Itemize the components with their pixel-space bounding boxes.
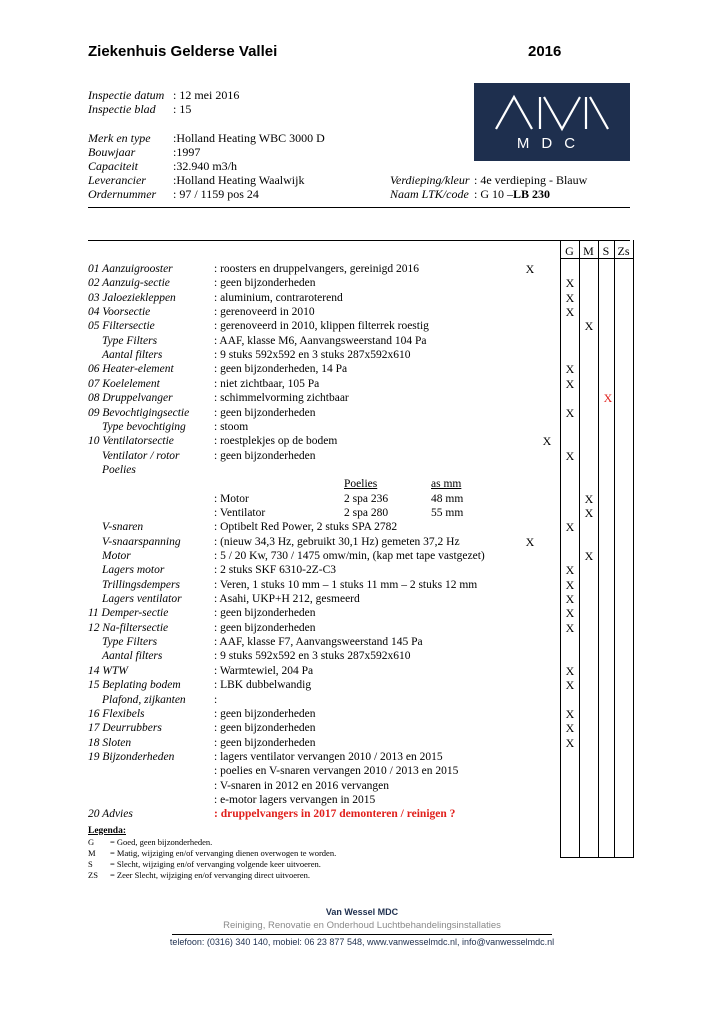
row-label: 10 Ventilatorsectie: [88, 435, 174, 448]
unit-info-label: Bouwjaar: [88, 145, 136, 159]
row-label: 03 Jaloeziekleppen: [88, 291, 176, 304]
row-value: : AAF, klasse F7, Aanvangsweerstand 145 Pa: [214, 636, 423, 649]
row-label: 19 Bijzonderheden: [88, 750, 175, 763]
legend-item: [88, 848, 336, 859]
rating-mark: X: [603, 391, 613, 406]
row-value: : 2 stuks SKF 6310-2Z-C3: [214, 564, 337, 577]
row-label: 04 Voorsectie: [88, 306, 151, 319]
row-value: : geen bijzonderheden: [214, 707, 316, 720]
legend-key: G: [88, 837, 95, 847]
legend-text: = Slecht, wijziging en/of vervanging volgende keer uitvoeren.: [110, 859, 321, 869]
pulley-diameter: 48 mm: [431, 492, 464, 505]
rating-mark: X: [525, 262, 535, 276]
floor-label: Verdieping/kleur: [390, 173, 470, 187]
unit-info-label: Leverancier: [88, 173, 146, 187]
row-value: : poelies en V-snaren vervangen 2010 / 2013 en 2015: [214, 765, 459, 778]
row-value: : geen bijzonderheden: [214, 406, 316, 419]
rating-mark: X: [565, 706, 575, 721]
inspection-info: [88, 88, 239, 116]
report-year: 2016: [528, 43, 562, 60]
unit-info-row: [88, 173, 325, 187]
row-value: : LBK dubbelwandig: [214, 679, 312, 692]
footer-contact: telefoon: (0316) 340 140, mobiel: 06 23 877 548, www.vanwesselmdc.nl, info@vanwesselmdc.nl: [169, 937, 555, 947]
legend-item: [88, 870, 336, 881]
pulley-diameter: 55 mm: [431, 506, 464, 519]
legend-text: = Zeer Slecht, wijziging en/of vervanging direct uitvoeren.: [110, 870, 310, 880]
unit-info-value: : 97 / 1159 pos 24: [173, 187, 259, 201]
legend-key: S: [88, 859, 93, 869]
rating-mark: X: [565, 592, 575, 607]
unit-info-label: Merk en type: [88, 131, 151, 145]
row-label: Lagers motor: [102, 564, 165, 577]
row-value: : niet zichtbaar, 105 Pa: [214, 377, 320, 390]
rating-mark: X: [565, 405, 575, 420]
row-value: : geen bijzonderheden: [214, 607, 316, 620]
row-value: : geen bijzonderheden: [214, 277, 316, 290]
inspection-sheet-label: Inspectie blad: [88, 102, 156, 116]
row-value: : V-snaren in 2012 en 2016 vervangen: [214, 779, 390, 792]
row-label: 05 Filtersectie: [88, 320, 155, 333]
row-label: 16 Flexibels: [88, 707, 145, 720]
rating-mark: X: [565, 305, 575, 320]
rating-mark: X: [565, 448, 575, 463]
row-value: : druppelvangers in 2017 demonteren / reinigen ?: [214, 808, 456, 821]
row-value: : roestplekjes op de bodem: [214, 435, 338, 448]
rating-mark: X: [565, 376, 575, 391]
row-value: : roosters en druppelvangers, gereinigd 2016: [214, 263, 420, 275]
row-label: Plafond, zijkanten: [102, 693, 186, 706]
row-value: : Veren, 1 stuks 10 mm – 1 stuks 11 mm – 2 stuks 12 mm: [214, 578, 478, 591]
rating-mark: X: [565, 577, 575, 592]
company-logo: [474, 83, 630, 161]
footer-divider: [172, 934, 552, 935]
pulley-header: as mm: [431, 478, 462, 491]
unit-info-value: :Holland Heating WBC 3000 D: [173, 131, 325, 145]
rating-mark: X: [565, 276, 575, 291]
row-label: 02 Aanzuig-sectie: [88, 277, 170, 290]
rating-mark: X: [584, 505, 594, 520]
rating-mark: X: [565, 520, 575, 535]
grid-line: [633, 240, 634, 857]
pulley-header: Poelies: [344, 478, 378, 491]
legend-text: = Matig, wijziging en/of vervanging dienen overwogen te worden.: [110, 848, 337, 858]
legend: [88, 826, 336, 881]
unit-info: [88, 131, 325, 201]
unit-info-row: [88, 131, 325, 145]
rating-mark: X: [565, 290, 575, 305]
row-value: : 9 stuks 592x592 en 3 stuks 287x592x610: [214, 349, 411, 362]
divider: [88, 207, 630, 208]
footer-company: Van Wessel MDC: [325, 907, 399, 917]
row-label: Trillingsdempers: [102, 578, 180, 591]
row-value: : geen bijzonderheden: [214, 621, 316, 634]
row-label: Type Filters: [102, 334, 158, 347]
row-label: 17 Deurrubbers: [88, 722, 162, 735]
rating-mark: X: [525, 534, 535, 549]
row-value: : gerenoveerd in 2010: [214, 306, 315, 319]
row-value: : stoom: [214, 420, 249, 433]
row-label: Poelies: [102, 463, 136, 476]
row-label: Aantal filters: [102, 349, 163, 362]
unit-info-label: Ordernummer: [88, 187, 157, 201]
row-value: : geen bijzonderheden: [214, 736, 316, 749]
logo-subtitle: MDC: [516, 135, 588, 152]
rating-mark: X: [565, 362, 575, 377]
row-label: 01 Aanzuigrooster: [88, 263, 173, 275]
rating-mark: X: [565, 721, 575, 736]
rating-header-s: S: [602, 244, 610, 258]
unit-info-row: [88, 187, 325, 201]
legend-key: M: [88, 848, 96, 858]
pulley-value: 2 spa 236: [344, 492, 389, 505]
row-value: : schimmelvorming zichtbaar: [214, 392, 349, 405]
row-label: 18 Sloten: [88, 736, 132, 749]
ltk-value: : G 10 –: [474, 187, 513, 201]
rating-mark: X: [565, 620, 575, 635]
inspection-date: : 12 mei 2016: [173, 88, 240, 102]
row-value: : 5 / 20 Kw, 730 / 1475 omw/min, (kap met tape vastgezet): [214, 550, 485, 562]
row-label: Type bevochtiging: [102, 420, 186, 433]
row-label: Aantal filters: [102, 650, 163, 663]
legend-item: [88, 859, 336, 870]
unit-info-row: [88, 145, 325, 159]
rating-mark: X: [565, 735, 575, 750]
unit-info-label: Capaciteit: [88, 159, 138, 173]
pulley-value: 2 spa 280: [344, 506, 389, 519]
row-label: Type Filters: [102, 636, 158, 649]
row-label: Motor: [102, 550, 131, 562]
row-value: : Asahi, UKP+H 212, gesmeerd: [214, 593, 360, 606]
row-value: : 9 stuks 592x592 en 3 stuks 287x592x610: [214, 650, 411, 663]
inspection-sheet: : 15: [173, 102, 192, 116]
legend-item: [88, 837, 336, 848]
unit-info-row: [88, 159, 325, 173]
rating-mark: X: [565, 663, 575, 678]
rating-mark: X: [584, 549, 594, 563]
row-label: 08 Druppelvanger: [88, 392, 173, 405]
row-label: 20 Advies: [88, 808, 133, 821]
hospital-name: Ziekenhuis Gelderse Vallei: [88, 43, 278, 60]
rating-header-g: G: [565, 244, 574, 258]
rating-header-m: M: [583, 244, 594, 258]
legend-title: Legenda:: [88, 826, 126, 836]
row-label: Ventilator / rotor: [102, 449, 180, 462]
rating-mark: X: [584, 319, 594, 334]
inspection-date-label: Inspectie datum: [88, 88, 165, 102]
row-label: V-snaarspanning: [102, 535, 181, 548]
row-value: : geen bijzonderheden: [214, 722, 316, 735]
row-label: 11 Demper-sectie: [88, 607, 169, 620]
row-label: 15 Beplating bodem: [88, 679, 181, 692]
grid-bottom-line: [560, 857, 634, 858]
row-value: : geen bijzonderheden, 14 Pa: [214, 363, 348, 376]
ltk-code: LB 230: [513, 187, 551, 201]
row-value: : geen bijzonderheden: [214, 449, 316, 462]
rating-mark: X: [542, 434, 552, 449]
legend-text: = Goed, geen bijzonderheden.: [110, 837, 213, 847]
divider: [88, 240, 630, 241]
rating-header-zs: Zs: [617, 244, 630, 258]
grid-line: [614, 240, 615, 857]
row-label: V-snaren: [102, 521, 144, 534]
unit-info-value: :1997: [173, 145, 201, 159]
unit-info-value: :32.940 m3/h: [173, 159, 238, 173]
rating-mark: X: [565, 606, 575, 621]
footer-tagline: Reiniging, Renovatie en Onderhoud Luchtbehandelingsinstallaties: [223, 920, 501, 931]
ltk-label: Naam LTK/code: [390, 187, 469, 201]
row-value: : Warmtewiel, 204 Pa: [214, 664, 314, 677]
row-label: 06 Heater-element: [88, 363, 174, 376]
legend-key: ZS: [88, 870, 98, 880]
row-value: : Optibelt Red Power, 2 stuks SPA 2782: [214, 521, 398, 534]
rating-mark: X: [565, 678, 575, 693]
rating-mark: X: [565, 563, 575, 578]
grid-line: [560, 240, 561, 857]
row-value: : lagers ventilator vervangen 2010 / 2013 en 2015: [214, 750, 443, 763]
location-info: [390, 173, 587, 201]
row-value: : Motor: [214, 492, 249, 505]
row-value: : AAF, klasse M6, Aanvangsweerstand 104 Pa: [214, 334, 427, 347]
row-label: 07 Koelelement: [88, 377, 160, 390]
row-label: Lagers ventilator: [102, 593, 182, 606]
row-label: 14 WTW: [88, 664, 128, 677]
row-value: : (nieuw 34,3 Hz, gebruikt 30,1 Hz) gemeten 37,2 Hz: [214, 535, 460, 548]
row-label: 09 Bevochtigingsectie: [88, 406, 190, 419]
row-value: : e-motor lagers vervangen in 2015: [214, 793, 376, 806]
rating-mark: X: [584, 491, 594, 506]
row-value: : gerenoveerd in 2010, klippen filterrek roestig: [214, 320, 429, 333]
floor-value: : 4e verdieping - Blauw: [474, 173, 588, 187]
row-value: :: [214, 693, 218, 706]
row-value: : Ventilator: [214, 506, 266, 519]
unit-info-value: :Holland Heating Waalwijk: [173, 173, 305, 187]
row-value: : aluminium, contraroterend: [214, 291, 343, 304]
row-label: 12 Na-filtersectie: [88, 621, 169, 634]
